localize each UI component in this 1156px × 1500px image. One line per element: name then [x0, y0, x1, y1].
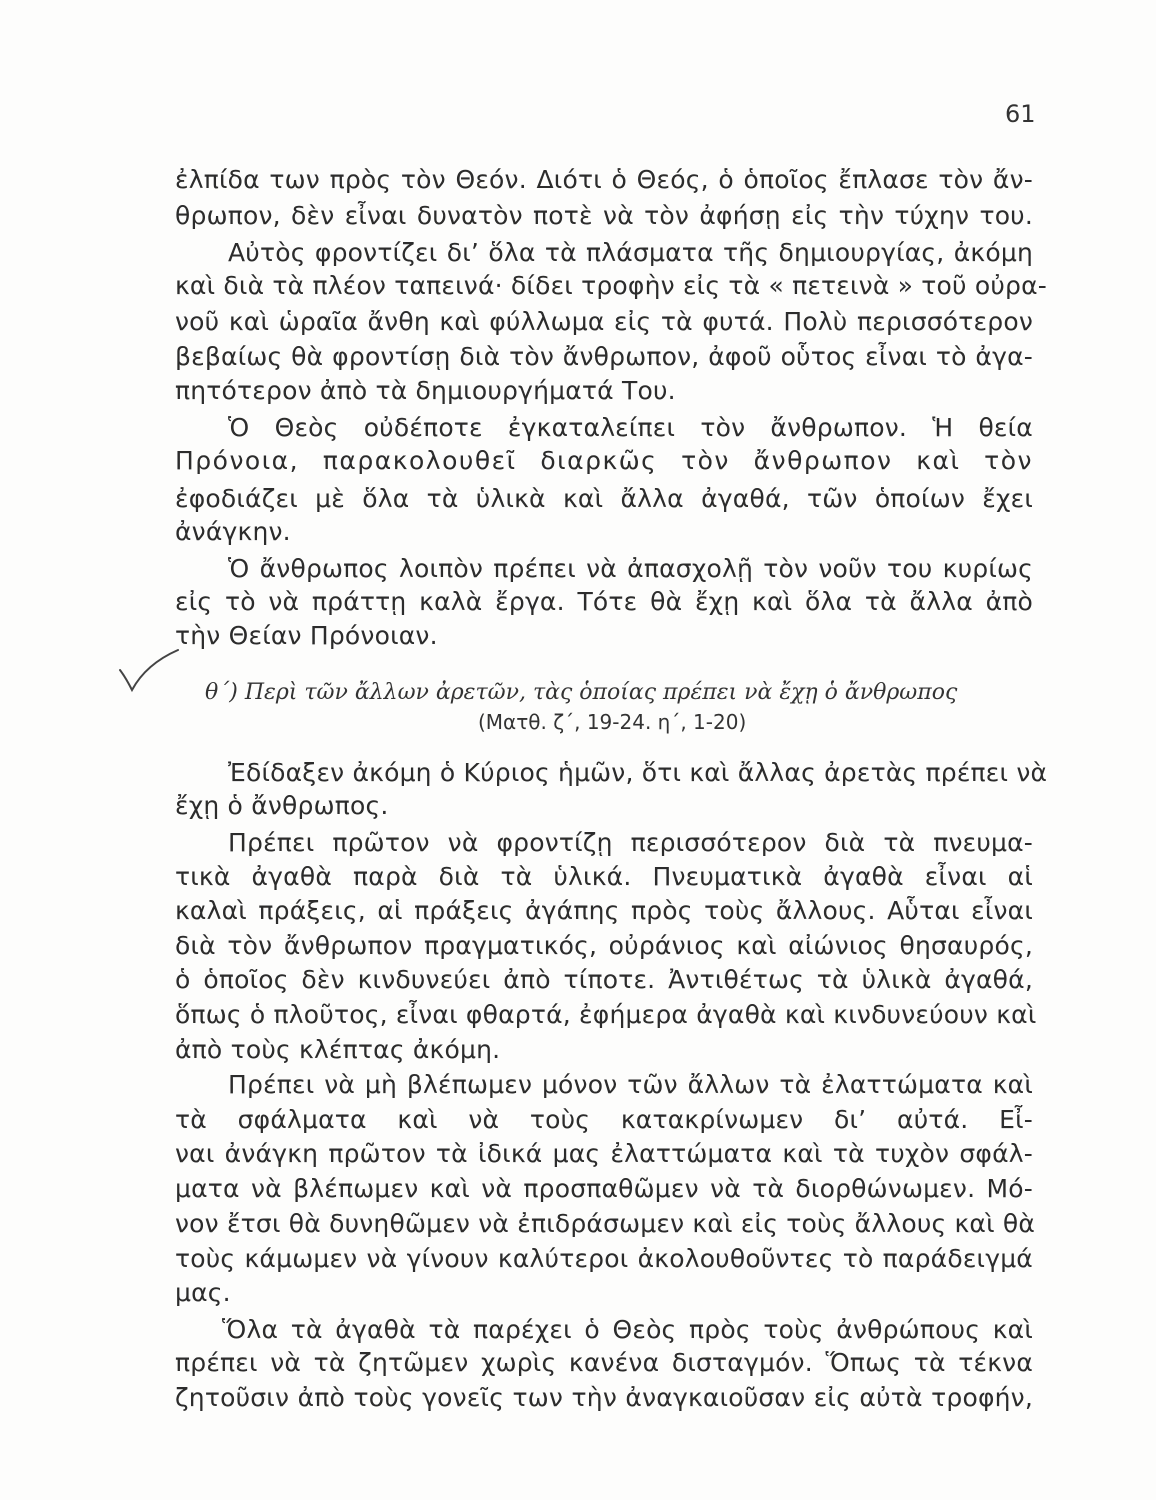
text-line: τὰ σφάλματα καὶ νὰ τοὺς κατακρίνωμεν δι’ αὐτά. Εἶ-	[175, 1105, 1033, 1134]
text-line: Αὐτὸς φροντίζει δι’ ὅλα τὰ πλάσματα τῆς δημιουργίας, ἀκόμη	[228, 238, 1033, 267]
text-line: ζητοῦσιν ἀπὸ τοὺς γονεῖς των τὴν ἀναγκαιοῦσαν εἰς αὐτὰ τροφήν,	[175, 1383, 1033, 1412]
text-line: διὰ τὸν ἄνθρωπον πραγματικός, οὐράνιος καὶ αἰώνιος θησαυρός,	[175, 931, 1033, 960]
text-line: ὁ ὁποῖος δὲν κινδυνεύει ἀπὸ τίποτε. Ἀντιθέτως τὰ ὑλικὰ ἀγαθά,	[175, 965, 1033, 994]
text-line: θρωπον, δὲν εἶναι δυνατὸν ποτὲ νὰ τὸν ἀφήσῃ εἰς τὴν τύχην του.	[175, 201, 1033, 230]
text-line: μας.	[175, 1278, 231, 1307]
text-line: Ὅλα τὰ ἀγαθὰ τὰ παρέχει ὁ Θεὸς πρὸς τοὺς ἀνθρώπους καὶ	[222, 1315, 1033, 1344]
text-line: καλαὶ πράξεις, αἱ πράξεις ἀγάπης πρὸς τοὺς ἄλλους. Αὗται εἶναι	[175, 896, 1033, 925]
text-line: τικὰ ἀγαθὰ παρὰ διὰ τὰ ὑλικά. Πνευματικὰ ἀγαθὰ εἶναι αἱ	[175, 862, 1033, 891]
text-line: τὴν Θείαν Πρόνοιαν.	[175, 621, 438, 650]
text-line: ἔχῃ ὁ ἄνθρωπος.	[175, 791, 389, 820]
text-line: πητότερον ἀπὸ τὰ δημιουργήματά Του.	[175, 376, 676, 405]
section-reference: (Ματθ. ζ΄, 19-24. η΄, 1-20)	[478, 710, 747, 734]
text-line: ὅπως ὁ πλοῦτος, εἶναι φθαρτά, ἐφήμερα ἀγαθὰ καὶ κινδυνεύουν καὶ	[175, 1000, 1037, 1029]
text-line: νοῦ καὶ ὡραῖα ἄνθη καὶ φύλλωμα εἰς τὰ φυτά. Πολὺ περισσότερον	[175, 307, 1033, 336]
text-line: Πρόνοια, παρακολουθεῖ διαρκῶς τὸν ἄνθρωπον καὶ τὸν	[175, 446, 1033, 475]
text-line: καὶ διὰ τὰ πλέον ταπεινά· δίδει τροφὴν εἰς τὰ « πετεινὰ » τοῦ οὐρα-	[175, 271, 1047, 300]
text-line: Πρέπει πρῶτον νὰ φροντίζῃ περισσότερον διὰ τὰ πνευμα-	[228, 828, 1033, 857]
text-line: ἐλπίδα των πρὸς τὸν Θεόν. Διότι ὁ Θεός, ὁ ὁποῖος ἔπλασε τὸν ἄν-	[175, 165, 1033, 194]
text-line: πρέπει νὰ τὰ ζητῶμεν χωρὶς κανένα δισταγμόν. Ὅπως τὰ τέκνα	[175, 1348, 1033, 1377]
text-line: εἰς τὸ νὰ πράττῃ καλὰ ἔργα. Τότε θὰ ἔχῃ καὶ ὅλα τὰ ἄλλα ἀπὸ	[175, 587, 1033, 616]
text-line: ἀνάγκην.	[175, 517, 291, 546]
text-line: ἐφοδιάζει μὲ ὅλα τὰ ὑλικὰ καὶ ἄλλα ἀγαθά, τῶν ὁποίων ἔχει	[175, 484, 1033, 513]
text-line: Ὁ Θεὸς οὐδέποτε ἐγκαταλείπει τὸν ἄνθρωπον. Ἡ θεία	[228, 413, 1033, 442]
text-line: Ἐδίδαξεν ἀκόμη ὁ Κύριος ἡμῶν, ὅτι καὶ ἄλλας ἀρετὰς πρέπει νὰ	[228, 758, 1048, 787]
text-line: Ὁ ἄνθρωπος λοιπὸν πρέπει νὰ ἀπασχολῇ τὸν νοῦν του κυρίως	[228, 554, 1033, 583]
section-heading: θ΄) Περὶ τῶν ἄλλων ἀρετῶν, τὰς ὁποίας πρέπει νὰ ἔχῃ ὁ ἄνθρωπος	[205, 680, 958, 705]
page-number: 61	[1005, 100, 1036, 128]
text-line: νον ἔτσι θὰ δυνηθῶμεν νὰ ἐπιδράσωμεν καὶ εἰς τοὺς ἄλλους καὶ θὰ	[175, 1209, 1036, 1238]
checkmark-icon	[118, 648, 180, 694]
text-line: ματα νὰ βλέπωμεν καὶ νὰ προσπαθῶμεν νὰ τὰ διορθώνωμεν. Μό-	[175, 1174, 1033, 1203]
text-line: ἀπὸ τοὺς κλέπτας ἀκόμη.	[175, 1035, 501, 1064]
text-line: βεβαίως θὰ φροντίσῃ διὰ τὸν ἄνθρωπον, ἀφοῦ οὗτος εἶναι τὸ ἀγα-	[175, 342, 1033, 371]
text-line: τοὺς κάμωμεν νὰ γίνουν καλύτεροι ἀκολουθοῦντες τὸ παράδειγμά	[175, 1244, 1033, 1273]
text-line: ναι ἀνάγκη πρῶτον τὰ ἰδικά μας ἐλαττώματα καὶ τὰ τυχὸν σφάλ-	[175, 1139, 1033, 1168]
text-line: Πρέπει νὰ μὴ βλέπωμεν μόνον τῶν ἄλλων τὰ ἐλαττώματα καὶ	[228, 1070, 1033, 1099]
